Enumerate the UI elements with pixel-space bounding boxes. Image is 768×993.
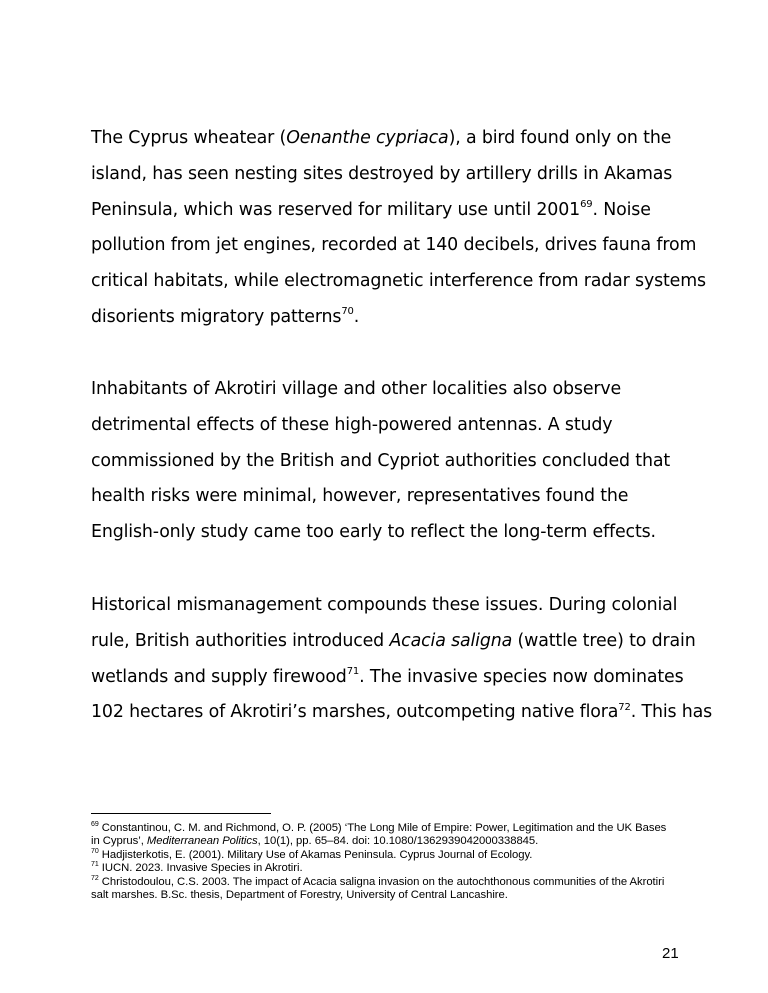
footnote-line: [91, 862, 691, 875]
footnote-number: 71: [91, 861, 99, 869]
body-paragraph-3: [91, 588, 713, 731]
footnote-number: 70: [91, 848, 99, 856]
footnote-text: Hadjisterkotis, E. (2001). Military Use of Akamas Peninsula. Cyprus Journal of Ecology.: [98, 848, 533, 861]
body-paragraph-1: [91, 121, 706, 336]
footnote-separator: [91, 813, 271, 814]
species-name-italic: Acacia saligna: [389, 630, 513, 651]
footnote-69: [91, 822, 691, 849]
footnote-number: 69: [91, 821, 99, 829]
footnote-ref-69[interactable]: 69: [580, 198, 593, 210]
species-name-italic: Oenanthe cypriaca: [286, 128, 449, 148]
text-line: [91, 624, 696, 660]
footnote-ref-70[interactable]: 70: [341, 306, 354, 318]
journal-title-italic: Mediterranean Politics: [146, 835, 258, 848]
footnote-text: salt marshes. B.Sc. thesis, Department of Forestry, University of Central Lancashire.: [91, 889, 508, 902]
footnote-ref-72[interactable]: 72: [618, 701, 631, 713]
text-line: [91, 121, 691, 157]
text-line: [91, 695, 713, 731]
text-run: The Cyprus wheatear (: [91, 128, 287, 148]
footnote-text: , 10(1), pp. 65–84. doi: 10.1080/1362939042000338845.: [257, 835, 539, 848]
text-run: Peninsula, which was reserved for military use until 2001: [91, 199, 581, 220]
text-line: island, has seen nesting sites destroyed by artillery drills in Akamas: [91, 163, 673, 184]
text-line: health risks were minimal, however, representatives found the: [91, 486, 629, 507]
footnote-line: [91, 849, 691, 862]
footnote-72: [91, 876, 691, 903]
text-line: Historical mismanagement compounds these issues. During colonial: [91, 595, 678, 615]
text-line: [91, 193, 691, 229]
page-number: 21: [662, 945, 679, 962]
text-line: [91, 300, 691, 336]
text-run: . Noise: [592, 199, 651, 220]
text-line: critical habitats, while electromagnetic interference from radar systems: [91, 271, 706, 292]
text-run: rule, British authorities introduced: [91, 630, 390, 651]
text-line: English-only study came too early to reflect the long-term effects.: [91, 522, 656, 543]
text-line: [91, 660, 691, 696]
footnote-70: [91, 849, 691, 862]
text-run: . This has: [630, 702, 713, 723]
footnote-ref-71[interactable]: 71: [346, 665, 360, 677]
footnote-number: 72: [91, 874, 99, 882]
text-run: . The invasive species now dominates: [359, 666, 684, 687]
text-run: disorients migratory patterns: [91, 306, 342, 327]
text-line: Inhabitants of Akrotiri village and other localities also observe: [91, 379, 622, 399]
footnote-line: [91, 822, 691, 835]
footnote-text: in Cyprus’,: [91, 835, 147, 848]
footnote-text: IUCN. 2023. Invasive Species in Akrotiri.: [98, 862, 303, 875]
footnote-line: [91, 876, 691, 889]
body-paragraph-2: [91, 372, 691, 551]
text-run: wetlands and supply firewood: [91, 666, 347, 687]
footnote-71: [91, 862, 691, 875]
footnote-text: Constantinou, C. M. and Richmond, O. P. (2005) ‘The Long Mile of Empire: Power, Legitimation and the UK Bases: [98, 822, 667, 834]
text-run: (wattle tree) to drain: [512, 630, 696, 651]
footnote-line: [91, 889, 691, 902]
text-run: 102 hectares of Akrotiri’s marshes, outcompeting native flora: [91, 702, 619, 723]
text-line: detrimental effects of these high-powered antennas. A study: [91, 414, 613, 435]
text-line: commissioned by the British and Cypriot authorities concluded that: [91, 450, 671, 471]
footnote-line: [91, 835, 691, 848]
footnotes-section: [91, 822, 691, 902]
text-run: ), a bird found only on the: [448, 128, 672, 148]
footnote-text: Christodoulou, C.S. 2003. The impact of Acacia saligna invasion on the autochthonous communities of the Akrotiri: [98, 875, 665, 888]
text-run: .: [353, 306, 360, 327]
text-line: pollution from jet engines, recorded at 140 decibels, drives fauna from: [91, 235, 697, 256]
